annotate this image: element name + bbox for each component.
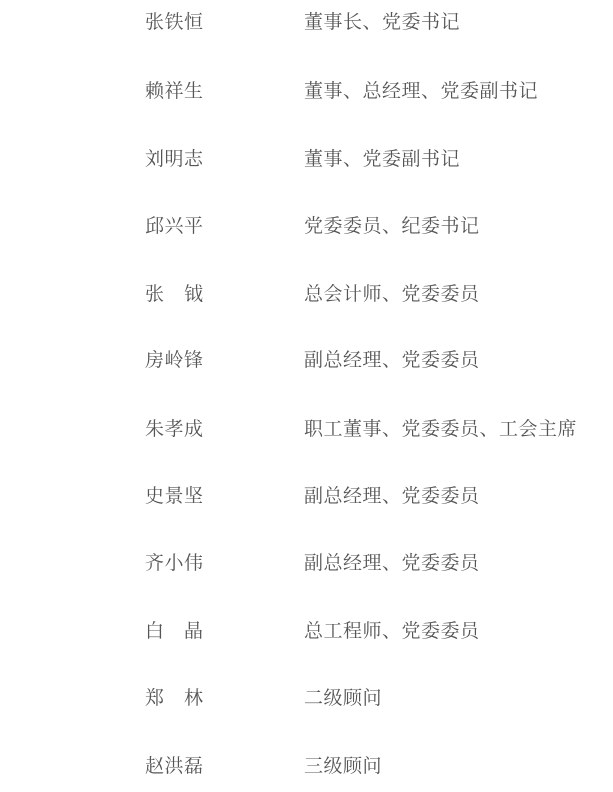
member-title: 副总经理、党委委员 <box>304 552 480 574</box>
member-title: 党委委员、纪委书记 <box>304 215 480 237</box>
member-title: 董事长、党委书记 <box>304 11 461 33</box>
member-title: 职工董事、党委委员、工会主席 <box>304 418 578 440</box>
roster-row <box>0 409 613 449</box>
member-name: 张 钺 <box>145 283 204 305</box>
member-title: 总工程师、党委委员 <box>304 620 480 642</box>
roster-row <box>0 2 613 42</box>
roster-row <box>0 139 613 179</box>
member-name: 刘明志 <box>145 148 204 170</box>
roster-row <box>0 71 613 111</box>
roster-row <box>0 206 613 246</box>
member-name: 白 晶 <box>145 620 204 642</box>
member-name: 史景坚 <box>145 485 204 507</box>
member-title: 总会计师、党委委员 <box>304 283 480 305</box>
roster-row <box>0 543 613 583</box>
member-name: 齐小伟 <box>145 552 204 574</box>
member-title: 副总经理、党委委员 <box>304 349 480 371</box>
roster-row <box>0 476 613 516</box>
roster-row <box>0 274 613 314</box>
member-name: 朱孝成 <box>145 418 204 440</box>
member-name: 张铁恒 <box>145 11 204 33</box>
member-title: 董事、总经理、党委副书记 <box>304 80 539 102</box>
member-name: 郑 林 <box>145 687 204 709</box>
member-title: 二级顾问 <box>304 687 383 709</box>
member-title: 副总经理、党委委员 <box>304 485 480 507</box>
member-title: 三级顾问 <box>304 755 383 777</box>
member-title: 董事、党委副书记 <box>304 148 461 170</box>
roster-row <box>0 746 613 786</box>
member-name: 赖祥生 <box>145 80 204 102</box>
member-name: 邱兴平 <box>145 215 204 237</box>
roster-row <box>0 340 613 380</box>
member-name: 房岭锋 <box>145 349 204 371</box>
member-name: 赵洪磊 <box>145 755 204 777</box>
roster-row <box>0 678 613 718</box>
roster-row <box>0 611 613 651</box>
